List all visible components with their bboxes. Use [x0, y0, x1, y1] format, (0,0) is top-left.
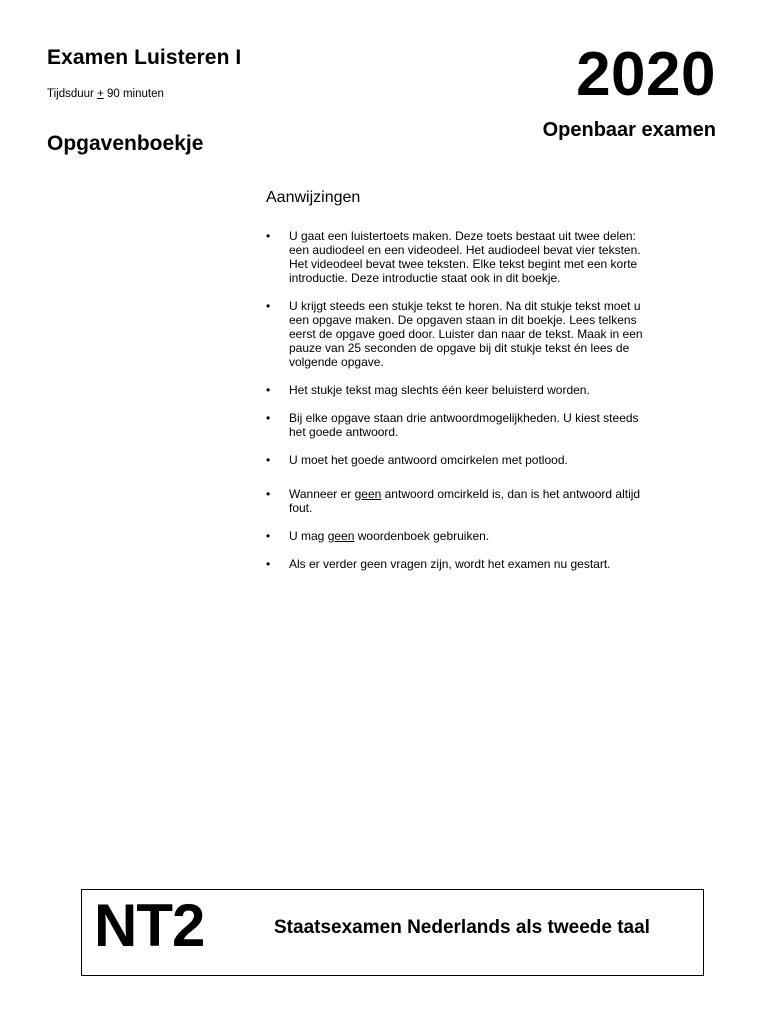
footer-title: Staatsexamen Nederlands als tweede taal: [274, 917, 650, 938]
footer-banner: [81, 889, 704, 976]
duration-prefix: Tijdsduur: [47, 88, 98, 100]
instruction-text: Bij elke opgave staan drie antwoordmogelijkheden. U kiest steeds het goede antwoord.: [289, 411, 639, 439]
instruction-item: [266, 529, 646, 543]
exam-year: 2020: [576, 40, 716, 109]
instruction-text: U gaat een luistertoets maken. Deze toets bestaat uit twee delen: een audiodeel en een videodeel. Het audiodeel bevat vier teksten. Het videodeel bevat twee teksten. Elke tekst begint met een korte introductie. Deze introductie staat ook in dit boekje.: [289, 229, 641, 285]
bullet-icon: •: [266, 299, 271, 313]
bullet-icon: •: [266, 411, 271, 425]
instruction-text-before: U mag: [289, 529, 328, 543]
instruction-item: [266, 487, 646, 515]
nt2-logo: NT2: [94, 892, 205, 959]
instruction-text: [289, 487, 640, 515]
plus-minus-symbol: +: [97, 88, 104, 100]
emphasis-underlined: geen: [354, 487, 382, 501]
bullet-icon: •: [266, 453, 271, 467]
instruction-text: U krijgt steeds een stukje tekst te horen. Na dit stukje tekst moet u een opgave maken. De opgaven staan in dit boekje. Lees telkens eerst de opgave goed door. Luister dan naar de tekst. Maak in een pauze van 25 seconden de opgave bij dit stukje tekst én lees de volgende opgave.: [289, 299, 643, 369]
exam-type: Openbaar examen: [542, 119, 716, 141]
exam-duration: [47, 88, 164, 100]
instruction-text: Als er verder geen vragen zijn, wordt het examen nu gestart.: [289, 557, 611, 571]
bullet-icon: •: [266, 487, 271, 501]
instruction-item: [266, 411, 646, 439]
instruction-item: [266, 229, 646, 285]
instruction-text-after: antwoord omcirkeld is, dan is het antwoord altijd fout.: [289, 487, 641, 515]
instructions-heading: Aanwijzingen: [266, 189, 361, 206]
instructions-list: [266, 229, 646, 571]
bullet-icon: •: [266, 229, 271, 243]
emphasis-underlined: geen: [327, 529, 355, 543]
bullet-icon: •: [266, 383, 271, 397]
bullet-icon: •: [266, 557, 271, 571]
bullet-icon: •: [266, 529, 271, 543]
instruction-text-after: woordenboek gebruiken.: [354, 529, 490, 543]
instruction-item: [266, 453, 646, 467]
instruction-item: [266, 299, 646, 369]
instruction-item: [266, 383, 646, 397]
booklet-title: Opgavenboekje: [47, 132, 204, 155]
exam-title: Examen Luisteren I: [47, 46, 242, 69]
duration-suffix: 90 minuten: [103, 88, 164, 100]
instructions-section: [266, 189, 646, 585]
instruction-text: Het stukje tekst mag slechts één keer beluisterd worden.: [289, 383, 590, 397]
instruction-text: [289, 529, 489, 543]
instruction-text-before: Wanneer er: [289, 487, 355, 501]
instruction-item: [266, 557, 646, 571]
instruction-text: U moet het goede antwoord omcirkelen met potlood.: [289, 453, 568, 467]
